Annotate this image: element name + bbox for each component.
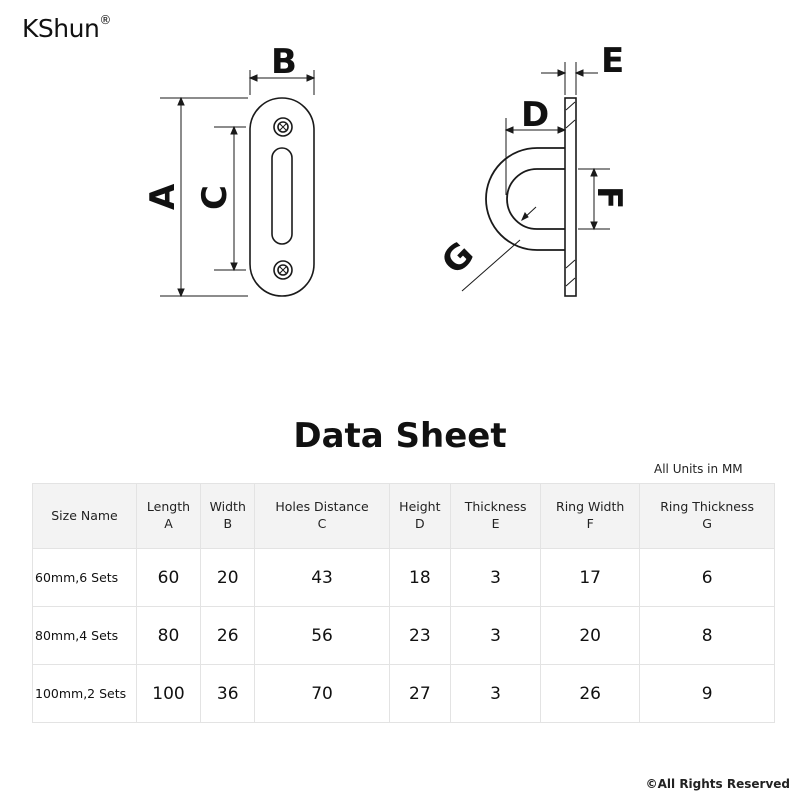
- cell-value: 56: [255, 607, 388, 664]
- header-thickness: [451, 484, 540, 548]
- cell-value: 3: [451, 665, 540, 722]
- label-d: D: [521, 95, 550, 135]
- header-width: [201, 484, 255, 548]
- cell-value: 3: [451, 549, 540, 606]
- cell-value: 6: [640, 549, 774, 606]
- header-name: Length: [146, 499, 191, 515]
- header-size-name: [33, 484, 136, 548]
- header-name: Height: [399, 499, 441, 515]
- header-letter: B: [223, 516, 233, 531]
- cell-value: 23: [390, 607, 450, 664]
- header-letter: E: [491, 516, 500, 531]
- cell-value: 27: [390, 665, 450, 722]
- cell-value: 18: [390, 549, 450, 606]
- header-ring-thickness: [640, 484, 774, 548]
- units-note: All Units in MM: [654, 462, 743, 476]
- data-sheet-table: [32, 483, 775, 723]
- page-title: Data Sheet: [293, 416, 507, 456]
- header-ring-width: [541, 484, 639, 548]
- cell-size-name: 100mm,2 Sets: [33, 665, 136, 722]
- cell-value: 43: [255, 549, 388, 606]
- label-g: G: [434, 234, 483, 283]
- label-a: A: [143, 183, 183, 210]
- cell-size-name: 80mm,4 Sets: [33, 607, 136, 664]
- header-letter: G: [702, 516, 712, 531]
- cell-value: 70: [255, 665, 388, 722]
- header-name: Holes Distance: [275, 499, 369, 515]
- brand-name: KShun: [22, 14, 100, 43]
- cell-size-name: 60mm,6 Sets: [33, 549, 136, 606]
- header-letter: D: [415, 516, 425, 531]
- cell-value: 20: [201, 549, 255, 606]
- label-b: B: [271, 42, 297, 82]
- header-length: [137, 484, 200, 548]
- cell-value: 100: [137, 665, 200, 722]
- table-header-row: [33, 484, 774, 548]
- header-name: Size Name: [51, 507, 118, 523]
- label-e: E: [601, 41, 625, 81]
- cell-value: 60: [137, 549, 200, 606]
- cell-value: 9: [640, 665, 774, 722]
- copyright-notice: ©All Rights Reserved: [645, 777, 790, 791]
- header-letter: F: [586, 516, 594, 531]
- table-row: [33, 549, 774, 606]
- cell-value: 17: [541, 549, 639, 606]
- header-name: Thickness: [464, 499, 527, 515]
- label-c: C: [195, 185, 235, 210]
- header-name: Ring Width: [556, 499, 625, 515]
- header-height: [390, 484, 450, 548]
- cell-value: 26: [541, 665, 639, 722]
- cell-value: 80: [137, 607, 200, 664]
- cell-value: 26: [201, 607, 255, 664]
- cell-value: 36: [201, 665, 255, 722]
- dimension-diagram: [0, 0, 800, 330]
- header-letter: C: [317, 516, 327, 531]
- registered-mark: ®: [99, 12, 111, 27]
- cell-value: 3: [451, 607, 540, 664]
- header-name: Width: [209, 499, 246, 515]
- table-row: [33, 665, 774, 722]
- cell-value: 8: [640, 607, 774, 664]
- header-name: Ring Thickness: [660, 499, 755, 515]
- label-f: F: [589, 186, 629, 210]
- plate-front-view: [250, 98, 314, 296]
- dimension-e-line: [541, 62, 598, 95]
- table-row: [33, 607, 774, 664]
- header-letter: A: [164, 516, 173, 531]
- cell-value: 20: [541, 607, 639, 664]
- header-holes-distance: [255, 484, 388, 548]
